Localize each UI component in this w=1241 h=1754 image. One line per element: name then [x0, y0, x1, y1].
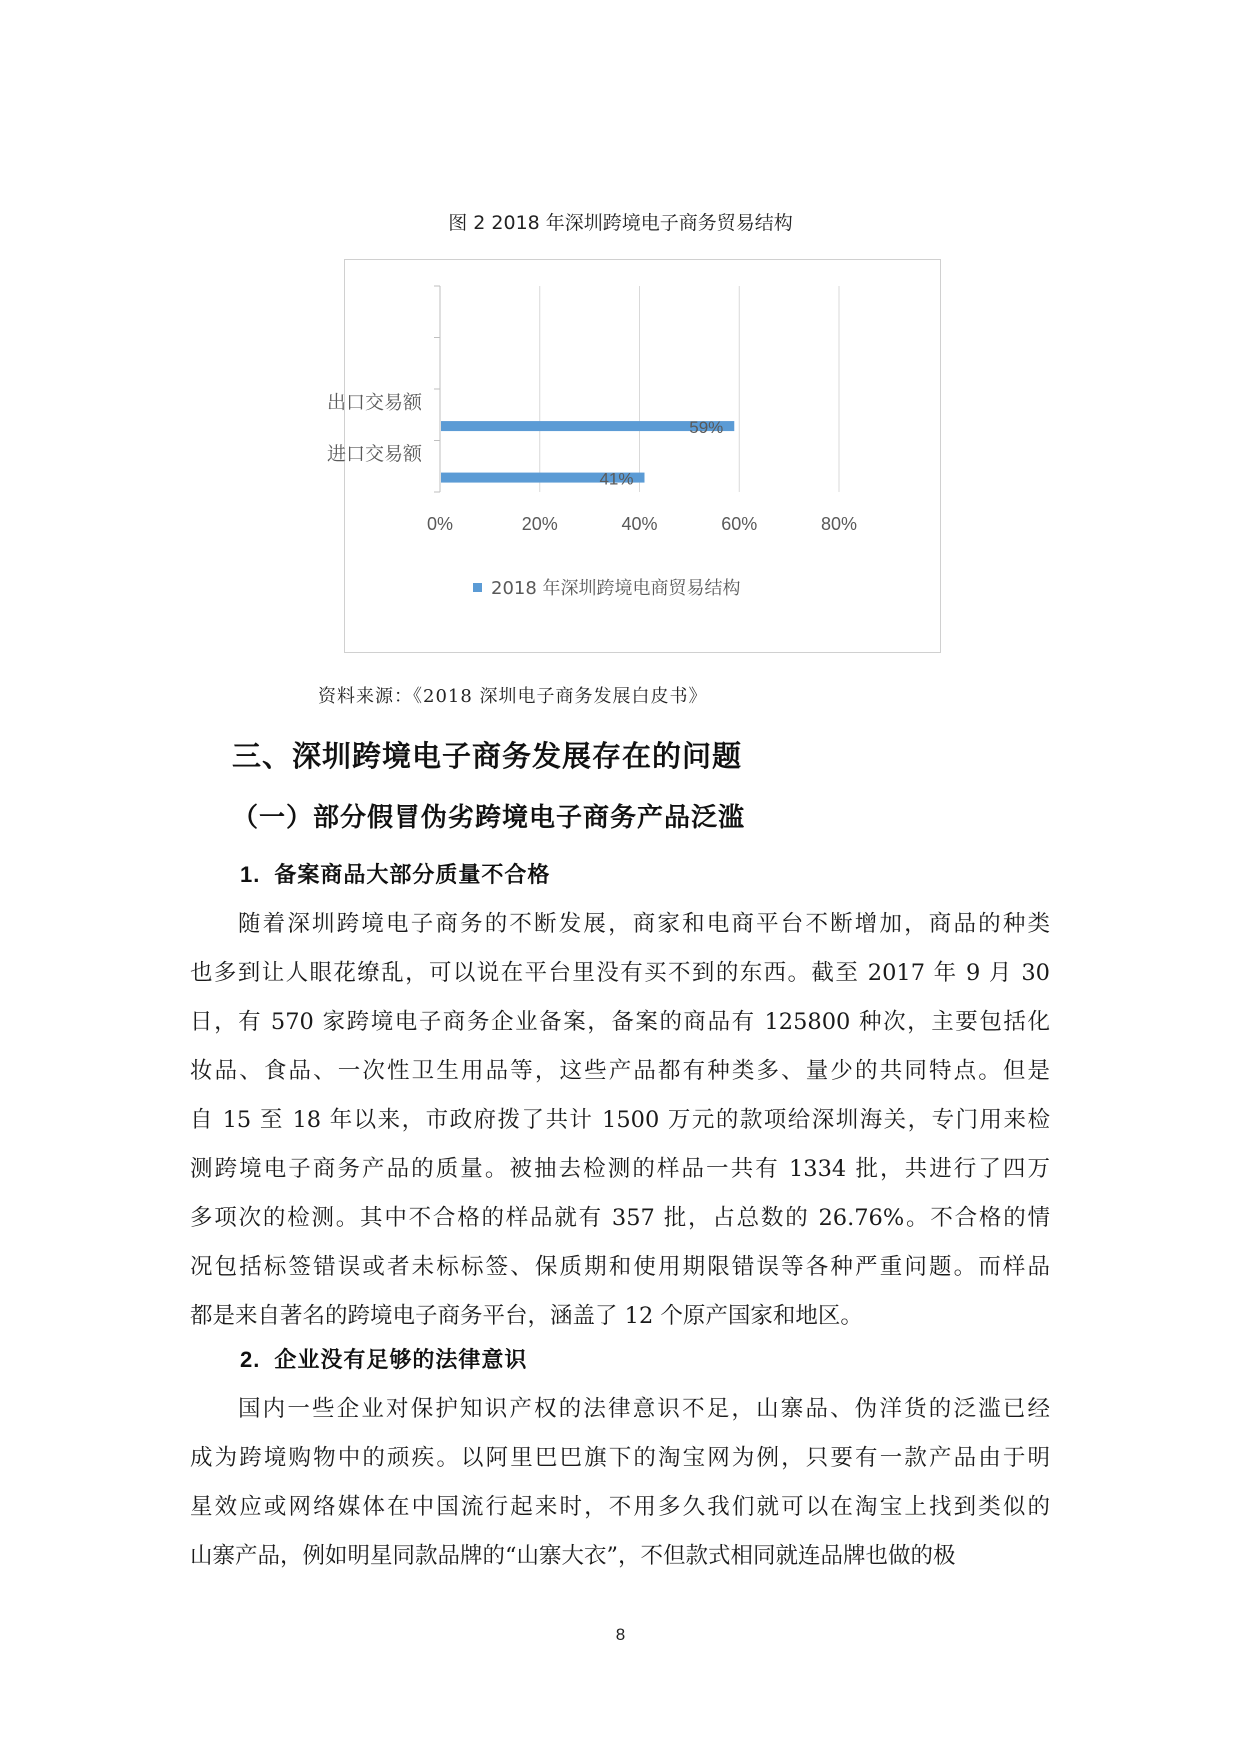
x-tick-label: 40%	[621, 514, 658, 534]
paragraph-1-line: 日，有 570 家跨境电子商务企业备案，备案的商品有 125800 种次，主要包括化	[190, 1009, 1050, 1035]
subsection-1-number: 1.	[240, 862, 261, 887]
x-tick-label: 20%	[521, 514, 558, 534]
data-label: 59%	[689, 418, 724, 438]
subsection-2-number: 2.	[240, 1347, 261, 1372]
figure-source: 资料来源：《2018 深圳电子商务发展白皮书》	[318, 686, 708, 707]
page-number: 8	[615, 1625, 626, 1644]
paragraph-1-line: 自 15 至 18 年以来，市政府拨了共计 1500 万元的款项给深圳海关，专门用来检	[190, 1107, 1050, 1133]
chart-labels	[327, 392, 857, 534]
paragraph-1-line: 随着深圳跨境电子商务的不断发展，商家和电商平台不断增加，商品的种类	[238, 911, 1050, 937]
chart-canvas	[326, 260, 942, 654]
paragraph-2-line: 山寨产品，例如明星同款品牌的“山寨大衣”，不但款式相同就连品牌也做的极	[190, 1543, 956, 1569]
paragraph-1-line: 也多到让人眼花缭乱，可以说在平台里没有买不到的东西。截至 2017 年 9 月 30	[190, 960, 1050, 986]
subsection-2-heading	[240, 1343, 527, 1374]
paragraph-2-line: 国内一些企业对保护知识产权的法律意识不足，山寨品、伪洋货的泛滥已经	[238, 1396, 1050, 1422]
paragraph-1-line: 测跨境电子商务产品的质量。被抽去检测的样品一共有 1334 批，共进行了四万	[190, 1156, 1050, 1182]
paragraph-1-line: 都是来自著名的跨境电子商务平台，涵盖了 12 个原产国家和地区。	[190, 1303, 863, 1329]
paragraph-2-line: 星效应或网络媒体在中国流行起来时，不用多久我们就可以在淘宝上找到类似的	[190, 1494, 1050, 1520]
legend-label: 2018 年深圳跨境电商贸易结构	[491, 578, 741, 599]
chart-legend	[473, 577, 741, 599]
chart-gridlines	[540, 286, 839, 492]
paragraph-2-line: 成为跨境购物中的顽疾。以阿里巴巴旗下的淘宝网为例，只要有一款产品由于明	[190, 1445, 1050, 1471]
paragraph-1-line: 况包括标签错误或者未标标签、保质期和使用期限错误等各种严重问题。而样品	[190, 1254, 1050, 1280]
subsection-2-title: 企业没有足够的法律意识	[274, 1348, 528, 1373]
subsection-1-heading	[240, 858, 550, 889]
subsection-1-title: 备案商品大部分质量不合格	[274, 863, 551, 888]
figure-title: 图 2 2018 年深圳跨境电子商务贸易结构	[448, 212, 793, 234]
subsection-heading: （一）部分假冒伪劣跨境电子商务产品泛滥	[232, 803, 746, 833]
legend-swatch	[473, 583, 482, 592]
x-tick-label: 80%	[820, 514, 858, 534]
paragraph-2	[190, 1385, 1050, 1581]
data-label: 41%	[599, 469, 634, 489]
category-label: 出口交易额	[326, 391, 422, 414]
category-label: 进口交易额	[326, 443, 422, 466]
x-tick-label: 60%	[721, 514, 758, 534]
x-tick-label: 0%	[426, 514, 454, 534]
paragraph-1-line: 妆品、食品、一次性卫生用品等，这些产品都有种类多、量少的共同特点。但是	[190, 1058, 1050, 1084]
chart-y-axis	[434, 286, 440, 492]
paragraph-1-line: 多项次的检测。其中不合格的样品就有 357 批，占总数的 26.76%。不合格的情	[190, 1205, 1050, 1231]
section-heading: 三、深圳跨境电子商务发展存在的问题	[232, 739, 743, 773]
paragraph-1	[190, 900, 1050, 1341]
bar-chart	[326, 259, 941, 653]
